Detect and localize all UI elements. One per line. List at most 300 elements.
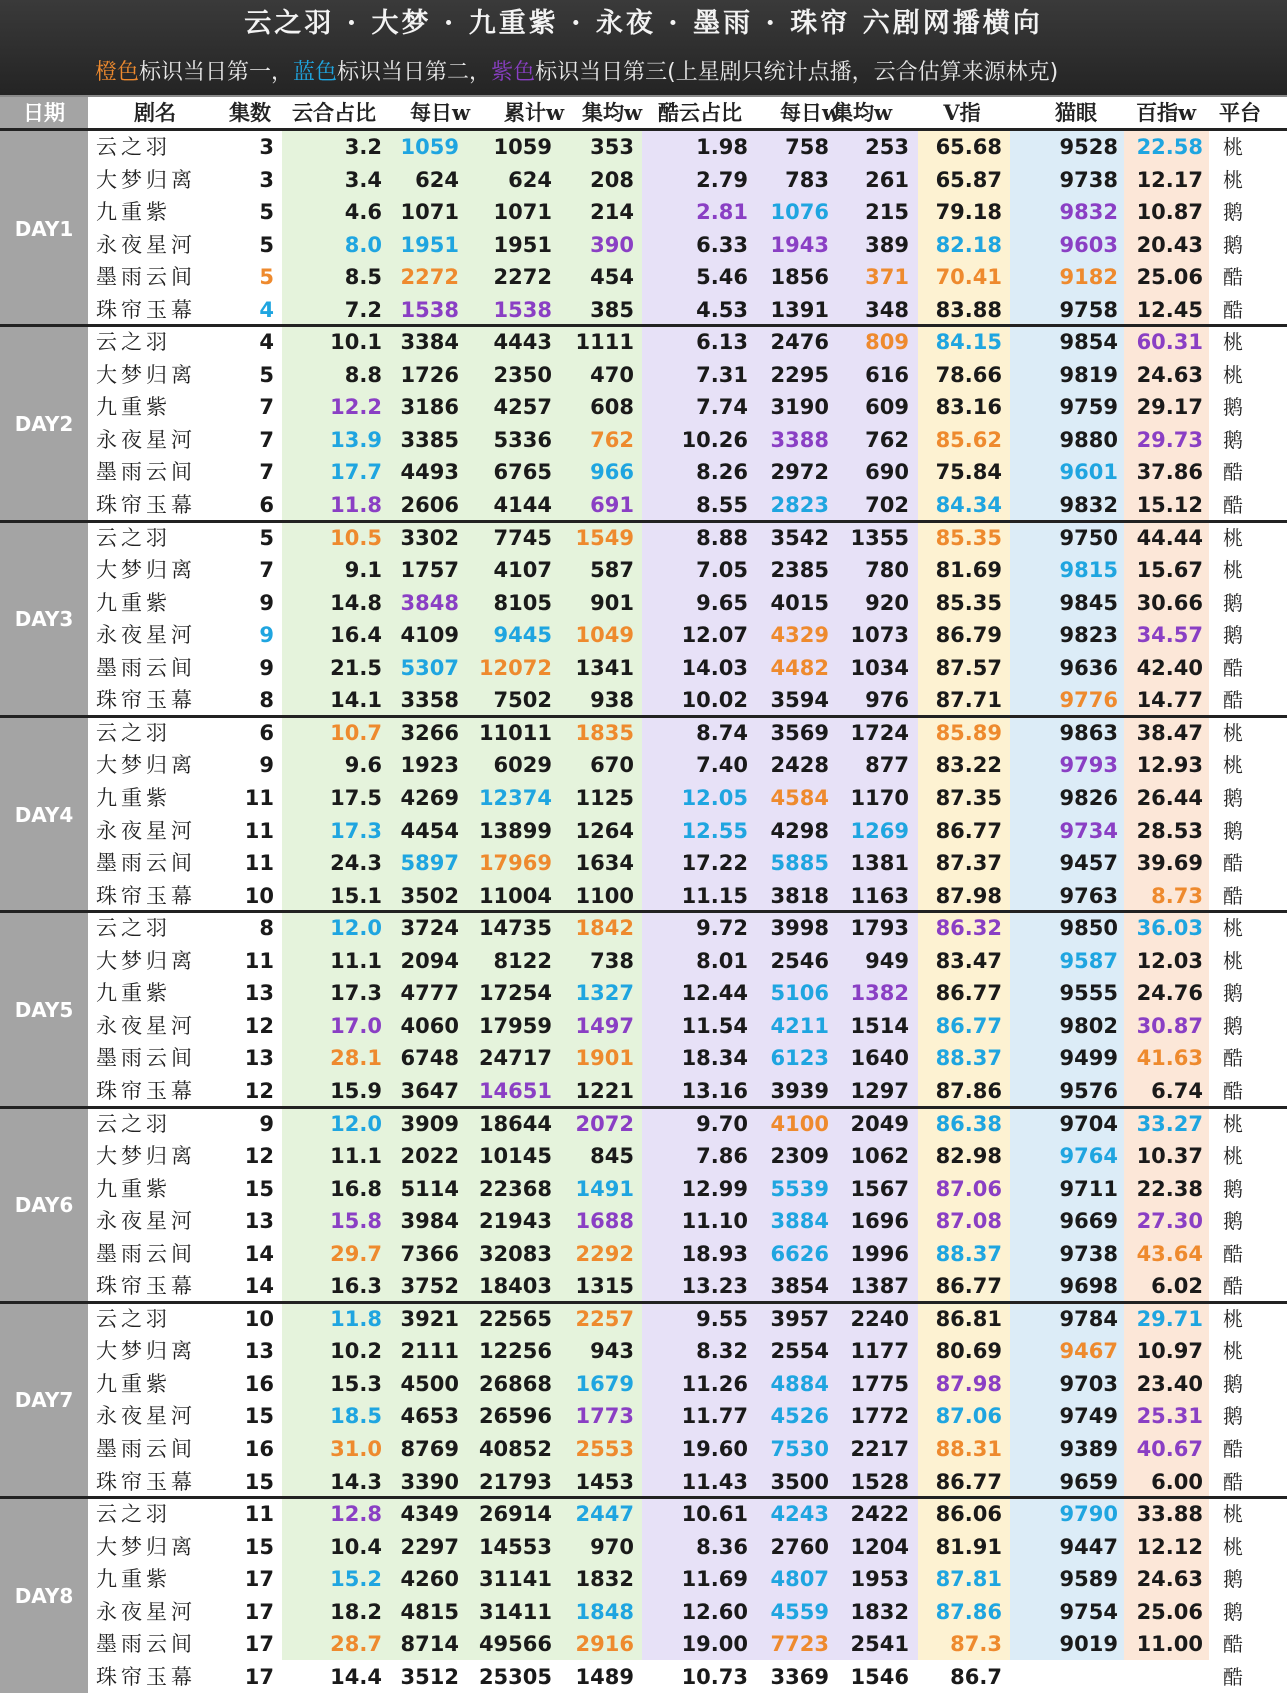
value-cell: 10.26 [681, 427, 748, 452]
legend-note [95, 56, 1275, 90]
value-cell: 11.1 [330, 1144, 382, 1169]
value-cell: 11.69 [681, 1567, 748, 1592]
day-divider [0, 324, 1287, 327]
value-cell: 21.5 [330, 655, 382, 680]
value-cell: 31.0 [330, 1436, 382, 1461]
value-cell: 33.27 [1136, 1111, 1203, 1136]
platform-cell: 鹅 [1223, 232, 1243, 257]
value-cell: 6765 [493, 460, 552, 485]
purple-legend-text: 标识当日第三(上星剧只统计点播，云合估算来源林克) [535, 60, 1059, 85]
value-cell: 14.8 [330, 590, 382, 615]
value-cell: 4349 [400, 1502, 459, 1527]
value-cell: 7723 [770, 1632, 829, 1657]
value-cell: 9019 [1059, 1632, 1118, 1657]
table-row [0, 1140, 1287, 1173]
drama-name-cell: 墨雨云间 [96, 1241, 196, 1266]
day-divider [0, 715, 1287, 718]
value-cell: 1901 [575, 1046, 634, 1071]
platform-cell: 桃 [1223, 720, 1243, 745]
value-cell: 9880 [1059, 427, 1118, 452]
value-cell: 41.63 [1136, 1046, 1203, 1071]
value-cell: 86.38 [935, 1111, 1002, 1136]
value-cell: 9802 [1059, 1013, 1118, 1038]
drama-name-cell: 永夜星河 [96, 1404, 196, 1429]
value-cell: 9659 [1059, 1469, 1118, 1494]
platform-cell: 桃 [1223, 753, 1243, 778]
value-cell: 780 [865, 558, 909, 583]
value-cell: 10.5 [330, 525, 382, 550]
drama-name-cell: 永夜星河 [96, 427, 196, 452]
drama-name-cell: 云之羽 [96, 135, 171, 159]
day-group-day7 [0, 1303, 1287, 1498]
value-cell: 16 [244, 1371, 274, 1396]
value-cell: 7530 [770, 1436, 829, 1461]
table-row [0, 489, 1287, 522]
value-cell: 2094 [400, 948, 459, 973]
value-cell: 11004 [478, 883, 552, 908]
drama-name-cell: 永夜星河 [96, 818, 196, 843]
value-cell: 1163 [850, 883, 909, 908]
value-cell: 1071 [400, 200, 459, 225]
value-cell: 81.69 [935, 558, 1002, 583]
value-cell: 15.3 [330, 1371, 382, 1396]
value-cell: 9445 [493, 623, 552, 648]
value-cell: 13 [244, 1339, 274, 1364]
value-cell: 12374 [478, 785, 552, 810]
value-cell: 16.4 [330, 623, 382, 648]
value-cell: 7.2 [344, 297, 382, 322]
table-row [0, 1303, 1287, 1336]
value-cell: 1125 [575, 785, 634, 810]
value-cell: 12.99 [681, 1176, 748, 1201]
value-cell: 1634 [575, 851, 634, 876]
value-cell: 12 [244, 1013, 274, 1038]
value-cell: 87.57 [935, 655, 1002, 680]
value-cell: 4482 [770, 655, 829, 680]
value-cell: 976 [865, 688, 909, 713]
drama-name-cell: 云之羽 [96, 330, 171, 355]
value-cell: 37.86 [1136, 460, 1203, 485]
value-cell: 86.06 [935, 1502, 1002, 1527]
value-cell: 8.8 [344, 362, 382, 387]
value-cell: 12 [244, 1078, 274, 1103]
value-cell: 12.93 [1136, 753, 1203, 778]
platform-cell: 酷 [1223, 460, 1243, 485]
value-cell: 8.74 [696, 720, 748, 745]
value-cell: 7.74 [696, 395, 748, 420]
value-cell: 1996 [850, 1241, 909, 1266]
value-cell: 10.87 [1136, 200, 1203, 225]
value-cell: 454 [590, 265, 634, 290]
value-cell: 25.06 [1136, 265, 1203, 290]
value-cell: 8769 [400, 1436, 459, 1461]
value-cell: 4.53 [696, 297, 748, 322]
table-row [0, 1173, 1287, 1206]
value-cell: 9 [259, 655, 274, 680]
table-row [0, 1368, 1287, 1401]
value-cell: 14553 [478, 1534, 552, 1559]
value-cell: 877 [865, 753, 909, 778]
value-cell: 2111 [400, 1339, 459, 1364]
value-cell: 3388 [770, 427, 829, 452]
value-cell: 88.31 [935, 1436, 1002, 1461]
value-cell: 1538 [493, 297, 552, 322]
value-cell: 1034 [850, 655, 909, 680]
value-cell: 81.91 [935, 1534, 1002, 1559]
value-cell: 40852 [478, 1436, 552, 1461]
drama-name-cell: 永夜星河 [96, 1013, 196, 1038]
value-cell: 4 [259, 297, 274, 322]
value-cell: 86.81 [935, 1306, 1002, 1331]
value-cell: 691 [590, 493, 634, 518]
value-cell: 27.30 [1136, 1209, 1203, 1234]
value-cell: 21793 [478, 1469, 552, 1494]
value-cell: 18403 [478, 1274, 552, 1299]
platform-cell: 鹅 [1223, 818, 1243, 843]
drama-name-cell: 大梦归离 [96, 1144, 196, 1169]
value-cell: 3984 [400, 1209, 459, 1234]
platform-cell: 桃 [1223, 135, 1243, 159]
value-cell: 10 [244, 883, 274, 908]
value-cell: 19.00 [681, 1632, 748, 1657]
value-cell: 1772 [850, 1404, 909, 1429]
value-cell: 9457 [1059, 851, 1118, 876]
value-cell: 6.33 [696, 232, 748, 257]
day-group-day1 [0, 131, 1287, 326]
value-cell: 22.38 [1136, 1176, 1203, 1201]
value-cell: 9.6 [344, 753, 382, 778]
value-cell: 3302 [400, 525, 459, 550]
value-cell: 3.4 [344, 167, 382, 192]
platform-cell: 桃 [1223, 916, 1243, 941]
value-cell: 1204 [850, 1534, 909, 1559]
value-cell: 30.66 [1136, 590, 1203, 615]
value-cell: 9832 [1059, 493, 1118, 518]
value-cell: 11 [244, 785, 274, 810]
value-cell: 1835 [575, 720, 634, 745]
value-cell: 12 [244, 1144, 274, 1169]
value-cell: 966 [590, 460, 634, 485]
value-cell: 9734 [1059, 818, 1118, 843]
value-cell: 1951 [400, 232, 459, 257]
value-cell: 15.1 [330, 883, 382, 908]
value-cell: 1315 [575, 1274, 634, 1299]
platform-cell: 酷 [1223, 1469, 1243, 1494]
value-cell: 9738 [1059, 1241, 1118, 1266]
value-cell: 702 [865, 493, 909, 518]
table-row [0, 1596, 1287, 1629]
value-cell: 1842 [575, 916, 634, 941]
table-row [0, 619, 1287, 652]
value-cell: 3542 [770, 525, 829, 550]
value-cell: 13.9 [330, 427, 382, 452]
value-cell: 11.8 [330, 1306, 382, 1331]
value-cell: 25.31 [1136, 1404, 1203, 1429]
value-cell: 9759 [1059, 395, 1118, 420]
value-cell: 39.69 [1136, 851, 1203, 876]
value-cell: 1497 [575, 1013, 634, 1038]
value-cell: 3186 [400, 395, 459, 420]
value-cell: 1775 [850, 1371, 909, 1396]
value-cell: 14.4 [330, 1664, 382, 1689]
value-cell: 60.31 [1136, 330, 1203, 355]
value-cell: 9703 [1059, 1371, 1118, 1396]
value-cell: 86.32 [935, 916, 1002, 941]
value-cell: 1489 [575, 1664, 634, 1689]
drama-name-cell: 九重紫 [96, 981, 171, 1006]
value-cell: 87.06 [935, 1404, 1002, 1429]
value-cell: 8 [259, 916, 274, 941]
value-cell: 16.8 [330, 1176, 382, 1201]
day-group-day3 [0, 522, 1287, 717]
platform-cell: 鹅 [1223, 1209, 1243, 1234]
value-cell: 15.67 [1136, 558, 1203, 583]
platform-cell: 酷 [1223, 493, 1243, 518]
value-cell: 38.47 [1136, 720, 1203, 745]
value-cell: 17 [244, 1664, 274, 1689]
value-cell: 9.1 [344, 558, 382, 583]
drama-name-cell: 九重紫 [96, 200, 171, 225]
table-row [0, 847, 1287, 880]
value-cell: 9711 [1059, 1176, 1118, 1201]
value-cell: 5 [259, 200, 274, 225]
value-cell: 13.23 [681, 1274, 748, 1299]
value-cell: 9764 [1059, 1144, 1118, 1169]
value-cell: 2541 [850, 1632, 909, 1657]
table-row [0, 1042, 1287, 1075]
value-cell: 9636 [1059, 655, 1118, 680]
value-cell: 10.4 [330, 1534, 382, 1559]
purple-legend-word: 紫色 [491, 60, 536, 85]
drama-name-cell: 九重紫 [96, 1371, 171, 1396]
value-cell: 15.12 [1136, 493, 1203, 518]
value-cell: 1848 [575, 1599, 634, 1624]
orange-legend-text: 标识当日第一， [139, 60, 294, 85]
column-header-3: 云合占比 [292, 100, 376, 125]
value-cell: 1943 [770, 232, 829, 257]
drama-name-cell: 墨雨云间 [96, 265, 196, 290]
value-cell: 2428 [770, 753, 829, 778]
value-cell: 3358 [400, 688, 459, 713]
column-header-0: 日期 [0, 97, 88, 128]
value-cell: 2292 [575, 1241, 634, 1266]
value-cell: 7.40 [696, 753, 748, 778]
value-cell: 8.26 [696, 460, 748, 485]
value-cell: 24.63 [1136, 1567, 1203, 1592]
value-cell: 87.86 [935, 1599, 1002, 1624]
value-cell: 261 [865, 167, 909, 192]
value-cell: 3818 [770, 883, 829, 908]
value-cell: 83.47 [935, 948, 1002, 973]
value-cell: 6 [259, 720, 274, 745]
value-cell: 84.15 [935, 330, 1002, 355]
table-row [0, 1498, 1287, 1531]
value-cell: 4100 [770, 1111, 829, 1136]
value-cell: 609 [865, 395, 909, 420]
value-cell: 80.69 [935, 1339, 1002, 1364]
value-cell: 10145 [478, 1144, 552, 1169]
value-cell: 86.7 [950, 1664, 1002, 1689]
drama-name-cell: 云之羽 [96, 1306, 171, 1331]
value-cell: 2.81 [696, 200, 748, 225]
table-row [0, 1075, 1287, 1108]
header-banner [0, 0, 1287, 97]
value-cell: 4.6 [344, 200, 382, 225]
day-label: DAY3 [0, 522, 88, 717]
table-row [0, 880, 1287, 913]
value-cell: 4653 [400, 1404, 459, 1429]
value-cell: 17.3 [330, 818, 382, 843]
platform-cell: 鹅 [1223, 395, 1243, 420]
value-cell: 9528 [1059, 135, 1118, 159]
value-cell: 10.7 [330, 720, 382, 745]
value-cell: 9850 [1059, 916, 1118, 941]
value-cell: 208 [590, 167, 634, 192]
value-cell: 2022 [400, 1144, 459, 1169]
value-cell: 970 [590, 1534, 634, 1559]
value-cell: 1062 [850, 1144, 909, 1169]
table-row [0, 717, 1287, 750]
value-cell: 2760 [770, 1534, 829, 1559]
value-cell: 9763 [1059, 883, 1118, 908]
value-cell: 1100 [575, 883, 634, 908]
column-header-9: 集均w [831, 100, 893, 125]
value-cell: 25305 [478, 1664, 552, 1689]
value-cell: 87.98 [935, 1371, 1002, 1396]
value-cell: 11 [244, 948, 274, 973]
value-cell: 9854 [1059, 330, 1118, 355]
value-cell: 23.40 [1136, 1371, 1203, 1396]
value-cell: 371 [865, 265, 909, 290]
value-cell: 5 [259, 362, 274, 387]
value-cell: 18.93 [681, 1241, 748, 1266]
drama-name-cell: 云之羽 [96, 525, 171, 550]
value-cell: 3854 [770, 1274, 829, 1299]
value-cell: 88.37 [935, 1046, 1002, 1071]
value-cell: 21943 [478, 1209, 552, 1234]
column-header-10: V指 [943, 100, 981, 125]
day-divider [0, 520, 1287, 523]
value-cell: 4260 [400, 1567, 459, 1592]
value-cell: 79.18 [935, 200, 1002, 225]
value-cell: 3647 [400, 1078, 459, 1103]
value-cell: 10.37 [1136, 1144, 1203, 1169]
value-cell: 65.87 [935, 167, 1002, 192]
value-cell: 1341 [575, 655, 634, 680]
value-cell: 17 [244, 1567, 274, 1592]
value-cell: 9 [259, 1111, 274, 1136]
value-cell: 29.17 [1136, 395, 1203, 420]
value-cell: 44.44 [1136, 525, 1203, 550]
platform-cell: 桃 [1223, 1502, 1243, 1527]
platform-cell: 桃 [1223, 1306, 1243, 1331]
value-cell: 1773 [575, 1404, 634, 1429]
value-cell: 11.43 [681, 1469, 748, 1494]
value-cell: 353 [590, 135, 634, 159]
table-row [0, 1531, 1287, 1564]
value-cell: 9447 [1059, 1534, 1118, 1559]
drama-name-cell: 珠帘玉幕 [96, 883, 196, 908]
table-row [0, 749, 1287, 782]
value-cell: 690 [865, 460, 909, 485]
table-row [0, 1433, 1287, 1466]
value-cell: 12072 [478, 655, 552, 680]
value-cell: 4443 [493, 330, 552, 355]
value-cell: 9 [259, 590, 274, 615]
value-cell: 3512 [400, 1664, 459, 1689]
column-header-12: 百指w [1135, 100, 1197, 125]
value-cell: 920 [865, 590, 909, 615]
value-cell: 87.06 [935, 1176, 1002, 1201]
value-cell: 938 [590, 688, 634, 713]
value-cell: 1953 [850, 1567, 909, 1592]
value-cell: 1391 [770, 297, 829, 322]
value-cell: 9467 [1059, 1339, 1118, 1364]
value-cell: 1832 [575, 1567, 634, 1592]
value-cell: 9389 [1059, 1436, 1118, 1461]
value-cell: 9.65 [696, 590, 748, 615]
value-cell: 9698 [1059, 1274, 1118, 1299]
table-row [0, 587, 1287, 620]
value-cell: 2606 [400, 493, 459, 518]
value-cell: 9815 [1059, 558, 1118, 583]
value-cell: 8.73 [1151, 883, 1203, 908]
value-cell: 3502 [400, 883, 459, 908]
value-cell: 9790 [1059, 1502, 1118, 1527]
value-cell: 14.03 [681, 655, 748, 680]
value-cell: 2422 [850, 1502, 909, 1527]
table-row [0, 1108, 1287, 1141]
drama-name-cell: 珠帘玉幕 [96, 1469, 196, 1494]
drama-name-cell: 珠帘玉幕 [96, 493, 196, 518]
drama-name-cell: 永夜星河 [96, 1599, 196, 1624]
value-cell: 2823 [770, 493, 829, 518]
value-cell: 85.35 [935, 525, 1002, 550]
platform-cell: 桃 [1223, 525, 1243, 550]
value-cell: 26.44 [1136, 785, 1203, 810]
table-row [0, 229, 1287, 262]
value-cell: 1724 [850, 720, 909, 745]
value-cell: 9845 [1059, 590, 1118, 615]
value-cell: 75.84 [935, 460, 1002, 485]
value-cell: 3500 [770, 1469, 829, 1494]
value-cell: 17.3 [330, 981, 382, 1006]
value-cell: 25.06 [1136, 1599, 1203, 1624]
value-cell: 17.0 [330, 1013, 382, 1038]
value-cell: 587 [590, 558, 634, 583]
value-cell: 901 [590, 590, 634, 615]
day-label: DAY7 [0, 1303, 88, 1498]
value-cell: 4815 [400, 1599, 459, 1624]
value-cell: 7366 [400, 1241, 459, 1266]
value-cell: 4015 [770, 590, 829, 615]
table-row [0, 1238, 1287, 1271]
table-row [0, 1563, 1287, 1596]
drama-name-cell: 珠帘玉幕 [96, 1664, 196, 1689]
value-cell: 70.41 [935, 265, 1002, 290]
value-cell: 253 [865, 135, 909, 159]
value-cell: 3369 [770, 1664, 829, 1689]
value-cell: 18.2 [330, 1599, 382, 1624]
platform-cell: 酷 [1223, 1664, 1243, 1689]
platform-cell: 桃 [1223, 948, 1243, 973]
blue-legend-text: 标识当日第二， [337, 60, 492, 85]
value-cell: 4807 [770, 1567, 829, 1592]
table-row [0, 164, 1287, 197]
column-header-13: 平台 [1219, 100, 1261, 125]
value-cell: 12.17 [1136, 167, 1203, 192]
platform-cell: 酷 [1223, 1632, 1243, 1657]
